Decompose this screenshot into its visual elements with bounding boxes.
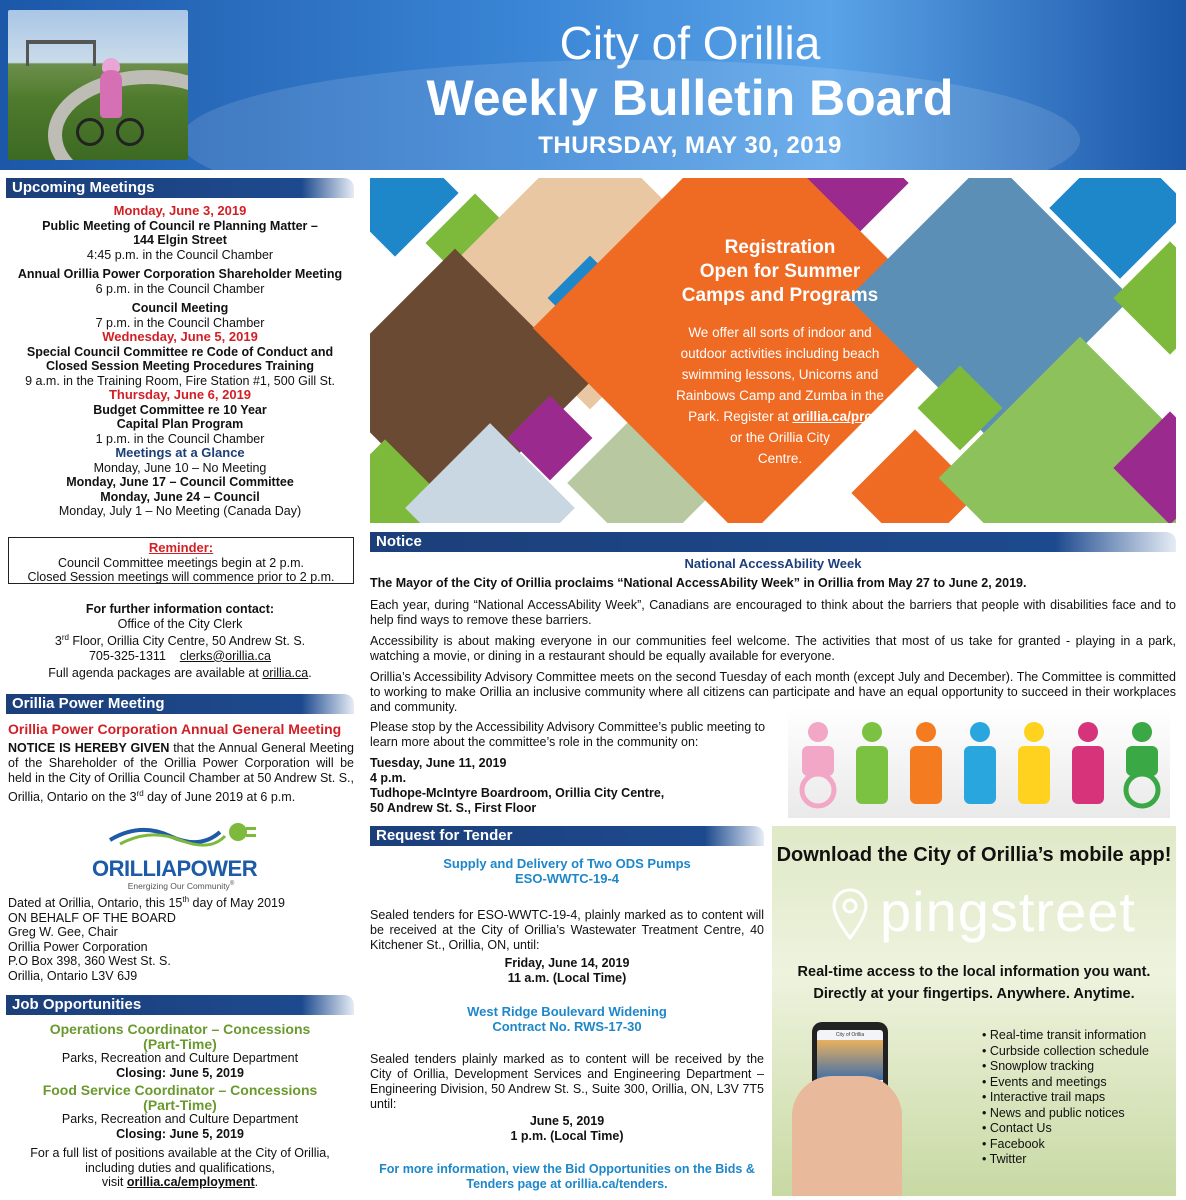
section-title: Upcoming Meetings (12, 179, 155, 196)
contact-office: Office of the City Clerk (117, 616, 243, 631)
job-dept: Parks, Recreation and Culture Department (61, 1051, 299, 1065)
tender-deadline: Friday, June 14, 2019 11 a.m. (Local Time) (504, 956, 630, 985)
prc-link[interactable]: orillia.ca/prc (792, 409, 872, 424)
signature-line: Greg W. Gee, Chair (8, 925, 118, 940)
app-feature-item: • Snowplow tracking (982, 1059, 1149, 1075)
contact-heading: For further information contact: (85, 602, 275, 616)
meeting-title: Annual Orillia Power Corporation Shareholder Meeting (17, 267, 343, 281)
glance-item: Monday, June 17 – Council Committee (66, 475, 294, 489)
app-ad-title: Download the City of Orillia’s mobile app! (776, 844, 1172, 866)
app-feature-item: • Events and meetings (982, 1075, 1149, 1091)
app-feature-item: • Twitter (982, 1152, 1149, 1168)
tender-2 (370, 1004, 764, 1034)
job-closing: Closing: June 5, 2019 (116, 1065, 244, 1080)
phone-screen-title: City of Orillia (835, 1032, 865, 1038)
person-figure-icon (964, 722, 996, 804)
app-feature-item: • Facebook (982, 1137, 1149, 1153)
contact-phone: 705-325-1311 (88, 648, 166, 663)
hand-image (792, 1076, 902, 1196)
meeting-time: 1 p.m. in the Council Chamber (95, 431, 265, 446)
notice-paragraph: Each year, during “National AccessAbility Week”, Canadians are encouraged to think about the barriers that people with disabilities face and to help find ways to remove these barriers. (370, 598, 1176, 627)
reminder-box (8, 537, 354, 584)
jobs-footer: visit orillia.ca/employment. (101, 1175, 259, 1189)
orillia-link[interactable]: orillia.ca (262, 666, 309, 681)
meeting-title: Closed Session Meeting Procedures Training (45, 359, 315, 373)
person-figure-icon (910, 722, 942, 804)
notice-meeting-details: Tuesday, June 11, 2019 4 p.m. Tudhope-McIntyre Boardroom, Orillia City Centre, 50 Andrew St. S., First Floor (370, 756, 665, 815)
power-notice: NOTICE IS HEREBY GIVEN that the Annual General Meeting of the Shareholder of the Orillia Power Corporation will be held in the City of Orillia Council Chamber at 50 Andrew St. S., Orillia, Ontario on the 3rd day of June 2019 at 6 p.m. (8, 741, 355, 805)
meetings-list (6, 204, 354, 519)
orillia-power-logo (92, 812, 270, 891)
accessibility-figures-graphic (788, 708, 1170, 818)
job-title: Operations Coordinator – Concessions (49, 1021, 311, 1037)
accessibility-people-icon (788, 708, 1170, 818)
notice-paragraph: Please stop by the Accessibility Advisory Committee’s public meeting to learn more about the committee’s role in the community on: (370, 720, 766, 749)
glance-item: Monday, June 10 – No Meeting (93, 460, 267, 475)
bulletin-title: Weekly Bulletin Board (426, 70, 954, 126)
meeting-time: 9 a.m. in the Training Room, Fire Station #1, 500 Gill St. (25, 373, 335, 388)
section-title: Notice (376, 533, 422, 550)
meeting-title: Public Meeting of Council re Planning Matter – (42, 218, 318, 233)
power-agm-title: Orillia Power Corporation Annual General Meeting (8, 721, 342, 737)
meeting-title: 144 Elgin Street (133, 233, 227, 247)
app-feature-item: • Curbside collection schedule (982, 1044, 1149, 1060)
agenda-note: Full agenda packages are available at orillia.ca. (48, 666, 312, 681)
person-figure-icon (1018, 722, 1050, 804)
cyclist-photo (8, 10, 188, 160)
app-feature-item: • Real-time transit information (982, 1028, 1149, 1044)
power-logo-text: ORILLIAPOWER (92, 856, 258, 881)
location-pin-icon (832, 888, 868, 940)
app-feature-item: • Interactive trail maps (982, 1090, 1149, 1106)
tender-1 (370, 856, 764, 886)
job-dept: Parks, Recreation and Culture Department (61, 1112, 299, 1126)
signature-line: Orillia Power Corporation (8, 939, 148, 954)
section-title: Orillia Power Meeting (12, 695, 165, 712)
meeting-time: 6 p.m. in the Council Chamber (95, 281, 265, 296)
meeting-time: 4:45 p.m. in the Council Chamber (86, 247, 274, 262)
app-feature-item: • Contact Us (982, 1121, 1149, 1137)
tender-deadline: June 5, 2019 1 p.m. (Local Time) (510, 1114, 624, 1143)
signature-line: P.O Box 398, 360 West St. S. (8, 954, 171, 969)
power-logo-tagline: Energizing Our Community® (127, 881, 235, 891)
job-title: (Part-Time) (143, 1035, 217, 1052)
meeting-title: Capital Plan Program (116, 417, 244, 431)
meeting-time: 7 p.m. in the Council Chamber (95, 315, 265, 330)
power-signature: Dated at Orillia, Ontario, this 15th day of May 2019 ON BEHALF OF THE BOARD Greg W. Gee, Chair Orillia Power Corporation P.O Box 398, 360 West St. S. Orillia, Ontario L3V 6J9 (8, 893, 354, 983)
pingstreet-app-ad (772, 826, 1176, 1196)
signature-line: Orillia, Ontario L3V 6J9 (8, 968, 138, 983)
notice-title: National AccessAbility Week (684, 556, 862, 571)
person-figure-icon (802, 722, 834, 806)
meeting-date: Thursday, June 6, 2019 (108, 387, 252, 402)
tender-more-info: For more information, view the Bid Opportunities on the Bids & Tenders page at orillia.ca/tenders. (379, 1162, 755, 1191)
meeting-date: Wednesday, June 5, 2019 (102, 329, 258, 344)
glance-item: Monday, June 24 – Council (100, 489, 260, 504)
promo-text (630, 236, 930, 469)
section-request-for-tender (370, 826, 764, 846)
pingstreet-brand: pingstreet (880, 880, 1136, 943)
tender-description: Sealed tenders for ESO-WWTC-19-4, plainly marked as to content will be received at the City of Orillia’s Wastewater Treatment Centre, 40 Kitchener St., Orillia, ON, until: (370, 908, 764, 952)
contact-address: 3rd Floor, Orillia City Centre, 50 Andrew St. S. (54, 633, 306, 649)
job-title: (Part-Time) (143, 1096, 217, 1113)
section-notice (370, 532, 1176, 552)
tender-title: Supply and Delivery of Two ODS Pumps (443, 856, 691, 871)
reminder-text: Closed Session meetings will commence prior to 2 p.m. (27, 570, 335, 584)
promo-heading: Registration Open for Summer Camps and Programs (681, 237, 879, 306)
reminder-label: Reminder: (148, 540, 214, 555)
contact-phone-email (6, 649, 354, 664)
tender-number: Contract No. RWS-17-30 (492, 1019, 642, 1034)
glance-item: Monday, July 1 – No Meeting (Canada Day) (58, 504, 302, 518)
notice-lead: The Mayor of the City of Orillia proclaims “National AccessAbility Week” in Orillia from May 27 to June 2, 2019. (370, 576, 1027, 590)
person-figure-icon (1126, 722, 1158, 806)
app-feature-list (982, 1028, 1149, 1168)
app-tagline: Directly at your fingertips. Anywhere. Anytime. (813, 986, 1135, 1002)
person-figure-icon (1072, 722, 1104, 804)
meeting-date: Monday, June 3, 2019 (113, 203, 247, 218)
city-title: City of Orillia (559, 17, 821, 69)
meeting-title: Council Meeting (131, 301, 229, 315)
meeting-title: Budget Committee re 10 Year (93, 402, 267, 417)
jobs-list (6, 1022, 354, 1190)
power-swoosh-icon (100, 812, 270, 852)
meeting-title: Special Council Committee re Code of Conduct and (26, 344, 334, 359)
job-title: Food Service Coordinator – Concessions (42, 1082, 318, 1098)
tenders-link[interactable]: Tenders page at orillia.ca/tenders. (466, 1177, 668, 1191)
section-title: Job Opportunities (12, 996, 142, 1013)
section-upcoming-meetings (6, 178, 354, 198)
jobs-footer: including duties and qualifications, (85, 1160, 275, 1175)
section-orillia-power (6, 694, 354, 714)
person-figure-icon (856, 722, 888, 804)
section-title: Request for Tender (376, 827, 513, 844)
tender-number: ESO-WWTC-19-4 (515, 871, 619, 886)
bulletin-date: THURSDAY, MAY 30, 2019 (538, 132, 842, 159)
tender-description: Sealed tenders plainly marked as to content will be received by the City of Orillia, Development Services and Engineering Department – Engineering Division, 50 Andrew St. S., Suite 300, Orillia, ON, L3V 7T5 until: (370, 1052, 764, 1111)
jobs-footer: For a full list of positions available at the City of Orillia, (30, 1146, 330, 1160)
notice-paragraph: Orillia’s Accessibility Advisory Committee meets on the second Tuesday of each month (except July and December). The Committee is committed to working to make Orillia an inclusive community where all citizens can participate and have an equal opportunity to succeed in their workplaces and community. (370, 670, 1176, 714)
tender-title: West Ridge Boulevard Widening (467, 1004, 667, 1019)
contact-info (6, 602, 354, 681)
app-tagline: Real-time access to the local information you want. (797, 964, 1151, 980)
reminder-text: Council Committee meetings begin at 2 p.m. (58, 555, 304, 570)
promo-body: We offer all sorts of indoor and outdoor activities including beach swimming lessons, Unicorns and Rainbows Camp and Zumba in the Park. Register at orillia.ca/prc or the Orillia City Centre. (676, 325, 884, 466)
employment-link[interactable]: orillia.ca/employment (126, 1175, 255, 1189)
clerks-email-link[interactable]: clerks@orillia.ca (179, 648, 271, 663)
app-feature-item: • News and public notices (982, 1106, 1149, 1122)
signature-line: ON BEHALF OF THE BOARD (8, 910, 176, 925)
glance-heading: Meetings at a Glance (115, 445, 245, 460)
notice-paragraph: Accessibility is about making everyone in our communities feel welcome. The activities that most of us take for granted - playing in a park, watching a movie, or dining in a restaurant should be equally available for everyone. (370, 634, 1176, 663)
job-closing: Closing: June 5, 2019 (116, 1126, 244, 1141)
section-job-opportunities (6, 995, 354, 1015)
